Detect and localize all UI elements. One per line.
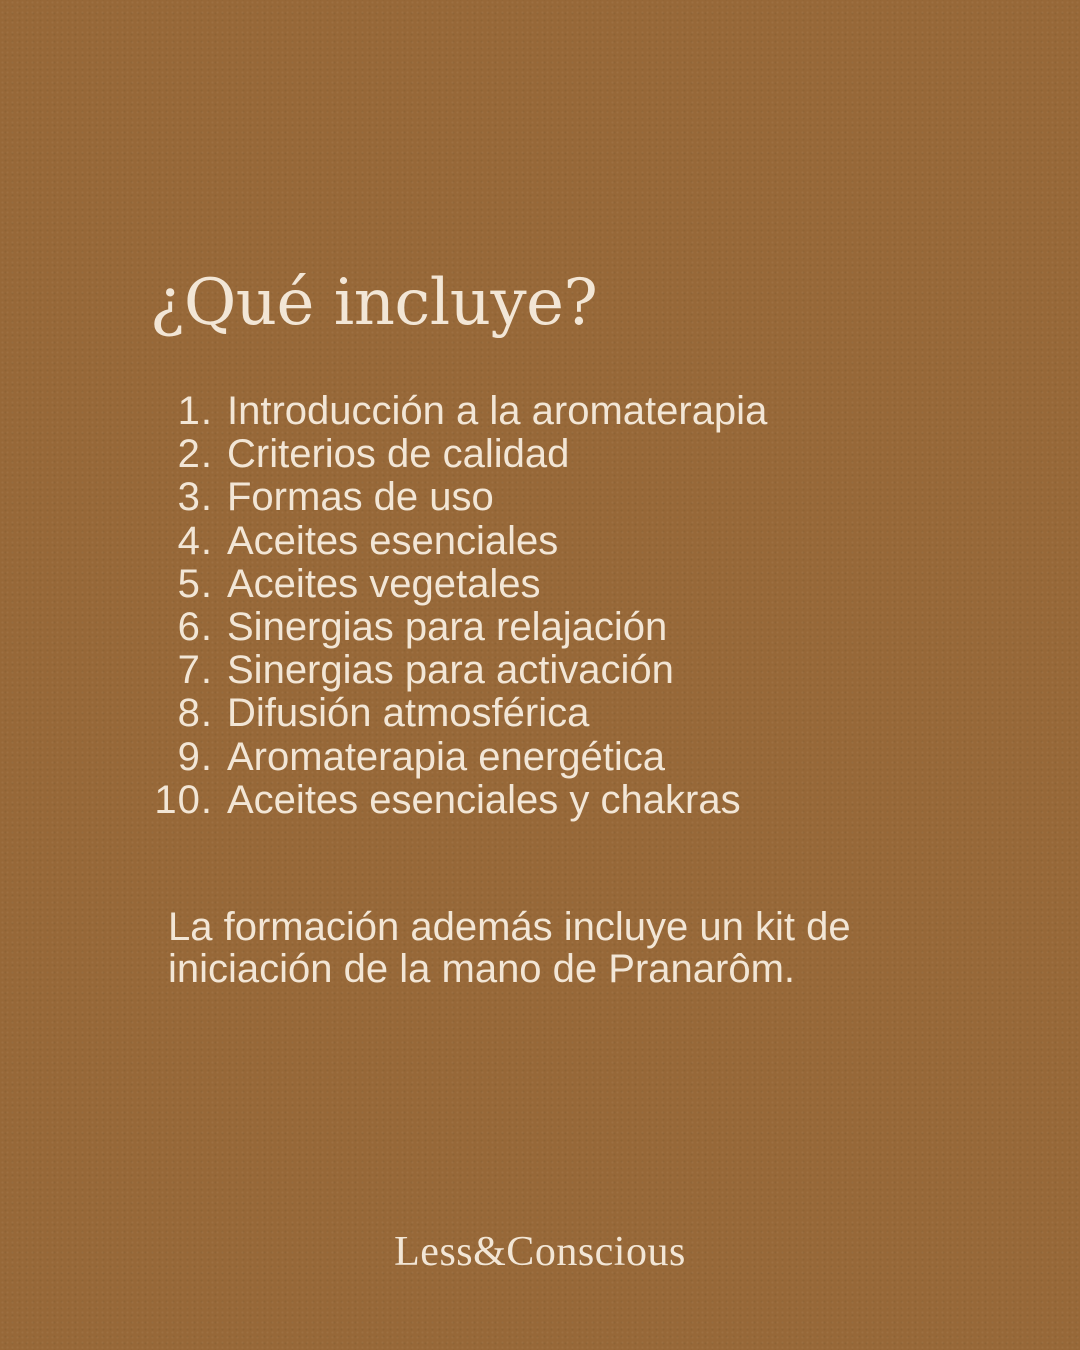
list-item bbox=[140, 563, 767, 606]
list-item-number: 7. bbox=[177, 648, 213, 693]
list-item-number: 2. bbox=[177, 432, 213, 477]
list-item bbox=[140, 649, 767, 692]
kit-note bbox=[168, 906, 968, 990]
list-item bbox=[140, 779, 767, 822]
list-item-text: Aceites esenciales y chakras bbox=[227, 777, 741, 822]
list-item-text: Sinergias para relajación bbox=[227, 605, 668, 650]
list-item-number: 6. bbox=[177, 605, 213, 650]
kit-note-line-2: iniciación de la mano de Pranarôm. bbox=[168, 947, 796, 991]
list-item-text: Introducción a la aromaterapia bbox=[227, 389, 768, 433]
list-item-number: 9. bbox=[177, 734, 213, 779]
list-item-number: 4. bbox=[177, 518, 213, 563]
list-item-number: 3. bbox=[177, 475, 213, 520]
list-item-text: Formas de uso bbox=[227, 475, 494, 520]
list-item bbox=[140, 390, 767, 433]
brand-logo-text: Less&Conscious bbox=[394, 1229, 686, 1275]
list-item-text: Difusión atmosférica bbox=[227, 691, 590, 736]
page-title: ¿Qué incluye? bbox=[150, 266, 598, 340]
list-item bbox=[140, 736, 767, 779]
list-item-number: 1. bbox=[177, 389, 213, 433]
list-item-number: 5. bbox=[177, 561, 213, 606]
list-item bbox=[140, 476, 767, 519]
list-item bbox=[140, 606, 767, 649]
kit-note-line-1: La formación además incluye un kit de bbox=[168, 905, 851, 949]
list-item bbox=[140, 433, 767, 476]
list-item-text: Aromaterapia energética bbox=[227, 734, 666, 779]
list-item-number: 10. bbox=[154, 777, 213, 822]
list-item bbox=[140, 520, 767, 563]
list-item-text: Criterios de calidad bbox=[227, 432, 570, 477]
list-item-text: Aceites esenciales bbox=[227, 518, 559, 563]
list-item-number: 8. bbox=[177, 691, 213, 736]
list-item-text: Sinergias para activación bbox=[227, 648, 674, 693]
list-item-text: Aceites vegetales bbox=[227, 561, 541, 606]
list-item bbox=[140, 692, 767, 735]
contents-list bbox=[140, 390, 767, 822]
